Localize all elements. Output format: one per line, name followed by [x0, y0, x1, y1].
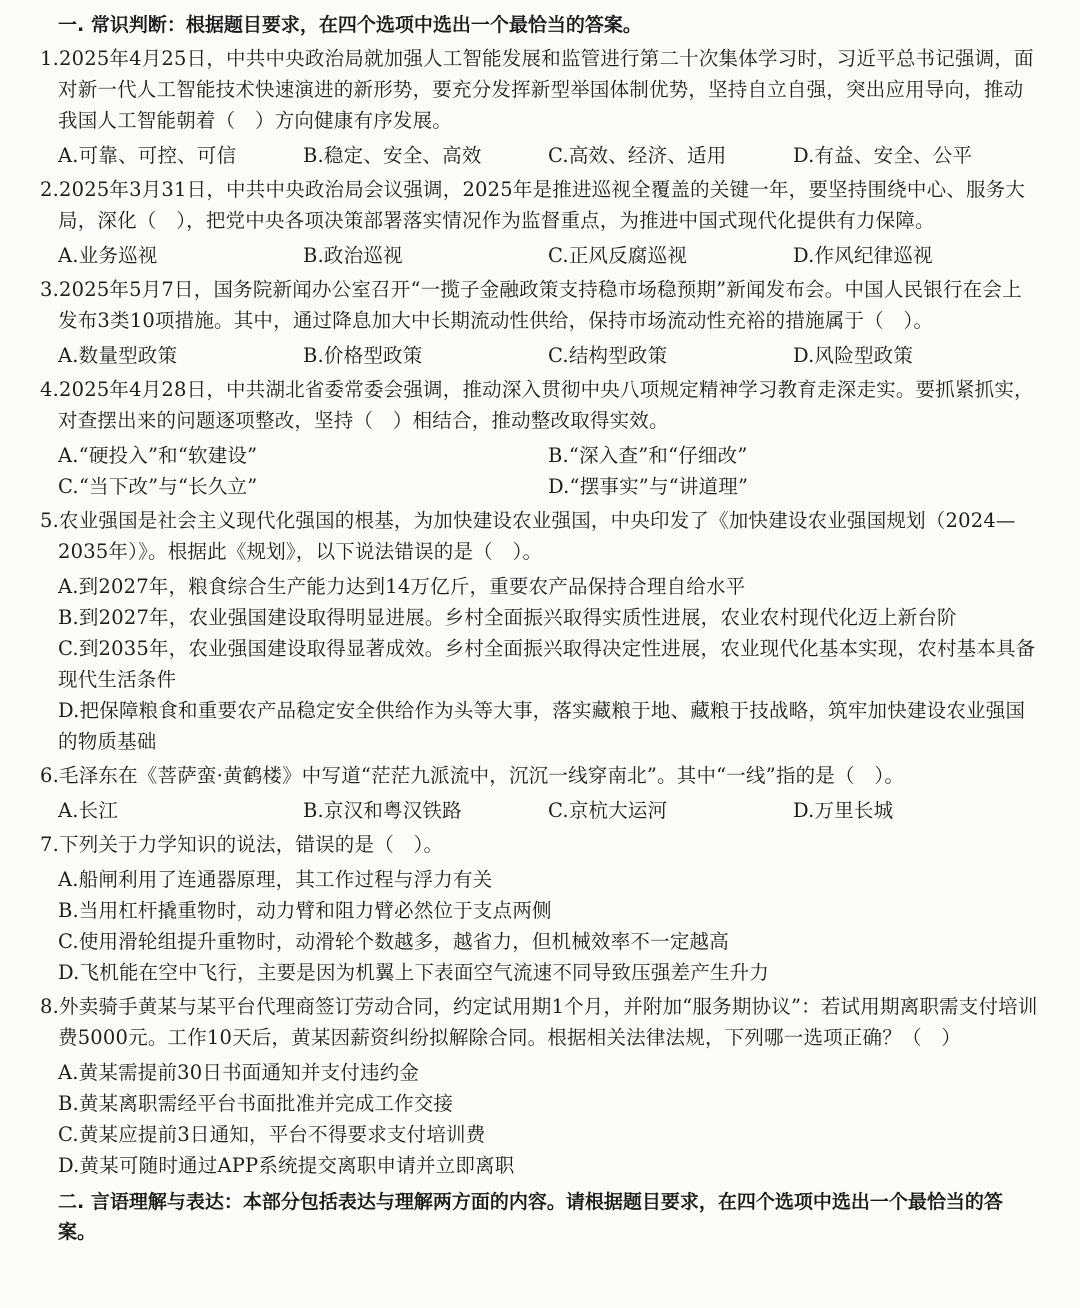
option-c[interactable]: C.高效、经济、适用: [548, 144, 727, 167]
option-b[interactable]: B.到2027年，农业强国建设取得明显进展。乡村全面振兴取得实质性进展，农业农村现代化迈上新台阶: [58, 606, 957, 629]
option-b[interactable]: B.价格型政策: [303, 344, 423, 367]
option-c[interactable]: C.使用滑轮组提升重物时，动滑轮个数越多，越省力，但机械效率不一定越高: [58, 930, 729, 953]
question-stem: 6.毛泽东在《菩萨蛮·黄鹤楼》中写道“茫茫九派流中，沉沉一线穿南北”。其中“一线”指的是（ ）。: [40, 764, 905, 787]
question-stem: 2.2025年3月31日，中共中央政治局会议强调，2025年是推进巡视全覆盖的关键一年，要坚持围绕中心、服务大局，深化（ ），把党中央各项决策部署落实情况作为监督重点，为推进中国式现代化提供有力保障。: [40, 178, 1026, 232]
option-a[interactable]: A.业务巡视: [58, 244, 158, 267]
option-d[interactable]: D.飞机能在空中飞行，主要是因为机翼上下表面空气流速不同导致压强差产生升力: [58, 961, 770, 984]
question-stem: 5.农业强国是社会主义现代化强国的根基，为加快建设农业强国，中央印发了《加快建设农业强国规划（2024—2035年）》。根据此《规划》，以下说法错误的是（ ）。: [40, 509, 1016, 563]
question-stem: 3.2025年5月7日，国务院新闻办公室召开“一揽子金融政策支持稳市场稳预期”新闻发布会。中国人民银行在会上发布3类10项措施。其中，通过降息加大中长期流动性供给，保持市场流动性充裕的措施属于（ ）。: [40, 278, 1022, 332]
option-d[interactable]: D.黄某可随时通过APP系统提交离职申请并立即离职: [58, 1154, 515, 1177]
question-stem: 4.2025年4月28日，中共湖北省委常委会强调，推动深入贯彻中央八项规定精神学习教育走深走实。要抓紧抓实，对查摆出来的问题逐项整改，坚持（ ）相结合，推动整改取得实效。: [40, 378, 1034, 432]
question-1: [40, 43, 1040, 171]
option-c[interactable]: C.正风反腐巡视: [548, 244, 688, 267]
option-b[interactable]: B.稳定、安全、高效: [303, 144, 482, 167]
option-a[interactable]: A.黄某需提前30日书面通知并支付违约金: [58, 1061, 420, 1084]
option-a[interactable]: A.数量型政策: [58, 344, 178, 367]
option-d[interactable]: D.风险型政策: [793, 344, 914, 367]
option-b[interactable]: B.黄某离职需经平台书面批准并完成工作交接: [58, 1092, 454, 1115]
option-c[interactable]: C.结构型政策: [548, 344, 668, 367]
option-b[interactable]: B.京汉和粤汉铁路: [303, 799, 462, 822]
option-a[interactable]: A.长江: [58, 799, 119, 822]
option-c[interactable]: C.到2035年，农业强国建设取得显著成效。乡村全面振兴取得决定性进展，农业现代化基本实现，农村基本具备现代生活条件: [58, 637, 1036, 691]
option-b[interactable]: B.政治巡视: [303, 244, 403, 267]
option-a[interactable]: A.“硬投入”和“软建设”: [58, 444, 258, 467]
question-5: [40, 505, 1040, 757]
options: [40, 240, 1040, 271]
section-1-title: 一. 常识判断：根据题目要求，在四个选项中选出一个最恰当的答案。: [58, 14, 642, 36]
options: [40, 864, 1040, 988]
options: [40, 795, 1040, 826]
options: [40, 1057, 1040, 1181]
option-a[interactable]: A.船闸利用了连通器原理，其工作过程与浮力有关: [58, 868, 493, 891]
question-stem: 8.外卖骑手黄某与某平台代理商签订劳动合同，约定试用期1个月，并附加“服务期协议”：若试用期离职需支付培训费5000元。工作10天后，黄某因薪资纠纷拟解除合同。根据相关法律法规，下列哪一选项正确？（ ）: [40, 995, 1038, 1049]
option-c[interactable]: C.京杭大运河: [548, 799, 668, 822]
option-d[interactable]: D.“摆事实”与“讲道理”: [548, 475, 749, 498]
option-d[interactable]: D.万里长城: [793, 799, 894, 822]
question-3: [40, 274, 1040, 371]
option-c[interactable]: C.黄某应提前3日通知，平台不得要求支付培训费: [58, 1123, 486, 1146]
option-b[interactable]: B.“深入查”和“仔细改”: [548, 444, 748, 467]
options: [40, 571, 1040, 757]
question-stem: 7.下列关于力学知识的说法，错误的是（ ）。: [40, 833, 444, 856]
question-7: [40, 829, 1040, 988]
question-4: [40, 374, 1040, 502]
option-b[interactable]: B.当用杠杆撬重物时，动力臂和阻力臂必然位于支点两侧: [58, 899, 552, 922]
section-2-title: 二. 言语理解与表达：本部分包括表达与理解两方面的内容。请根据题目要求，在四个选项中选出一个最恰当的答案。: [58, 1191, 1003, 1243]
question-6: [40, 760, 1040, 826]
option-c[interactable]: C.“当下改”与“长久立”: [58, 475, 258, 498]
question-2: [40, 174, 1040, 271]
options: [40, 440, 1040, 502]
options: [40, 340, 1040, 371]
question-stem: 1.2025年4月25日，中共中央政治局就加强人工智能发展和监管进行第二十次集体学习时，习近平总书记强调，面对新一代人工智能技术快速演进的新形势，要充分发挥新型举国体制优势，坚持自立自强，突出应用导向，推动我国人工智能朝着（ ）方向健康有序发展。: [40, 47, 1034, 132]
option-a[interactable]: A.可靠、可控、可信: [58, 144, 237, 167]
option-d[interactable]: D.作风纪律巡视: [793, 244, 933, 267]
option-d[interactable]: D.有益、安全、公平: [793, 144, 973, 167]
question-8: [40, 991, 1040, 1181]
options: [40, 140, 1040, 171]
option-a[interactable]: A.到2027年，粮食综合生产能力达到14万亿斤，重要农产品保持合理自给水平: [58, 575, 746, 598]
option-d[interactable]: D.把保障粮食和重要农产品稳定安全供给作为头等大事，落实藏粮于地、藏粮于技战略，筑牢加快建设农业强国的物质基础: [58, 699, 1026, 753]
